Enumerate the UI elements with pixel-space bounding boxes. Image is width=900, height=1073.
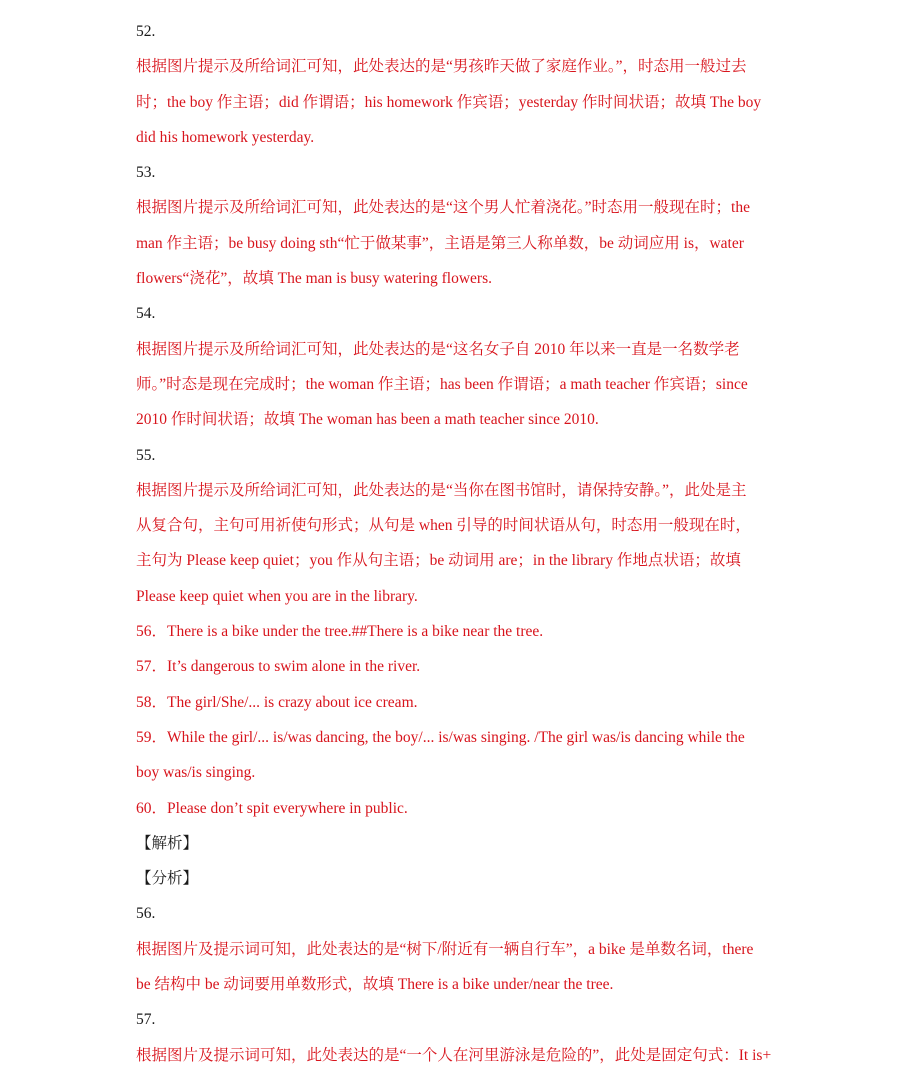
answer-number: 58． bbox=[136, 693, 168, 711]
question-number: 57. bbox=[136, 1011, 156, 1029]
answer-item bbox=[136, 791, 766, 826]
explanation-line: man 作主语；be busy doing sth“忙于做某事”，主语是第三人称单数，be 动词应用 is，water bbox=[136, 234, 744, 252]
answer-number: 59． bbox=[136, 728, 168, 746]
explanation-line: flowers“浇花”，故填 The man is busy watering flowers. bbox=[136, 270, 492, 288]
explanation-line: 2010 作时间状语；故填 The woman has been a math teacher since 2010. bbox=[136, 411, 599, 429]
answer-item bbox=[136, 685, 766, 720]
explanation-line: 根据图片提示及所给词汇可知，此处表达的是“当你在图书馆时，请保持安静。”，此处是主 bbox=[136, 481, 747, 499]
section-heading-analysis: 【解析】 bbox=[136, 834, 199, 852]
explanation-line: 从复合句，主句可用祈使句形式；从句是 when 引导的时间状语从句，时态用一般现在时， bbox=[136, 517, 751, 535]
question-number: 55. bbox=[136, 446, 156, 464]
answer-text: There is a bike under the tree.##There is a bike near the tree. bbox=[167, 623, 544, 641]
explanation-line: 根据图片及提示词可知，此处表达的是“树下/附近有一辆自行车”，a bike 是单数名词，there bbox=[136, 940, 754, 958]
explanation-line: did his homework yesterday. bbox=[136, 128, 315, 146]
explanation-line: 根据图片提示及所给词汇可知，此处表达的是“这个男人忙着浇花。”时态用一般现在时；the bbox=[136, 199, 750, 217]
question-number: 56. bbox=[136, 905, 156, 923]
explanation-line: 师。”时态是现在完成时；the woman 作主语；has been 作谓语；a math teacher 作宾语；since bbox=[136, 375, 748, 393]
explanation-line: be 结构中 be 动词要用单数形式，故填 There is a bike under/near the tree. bbox=[136, 976, 614, 994]
section-heading-breakdown: 【分析】 bbox=[136, 870, 199, 888]
explanation-line: 根据图片提示及所给词汇可知，此处表达的是“这名女子自 2010 年以来一直是一名数学老 bbox=[136, 340, 740, 358]
explanation-line: 时；the boy 作主语；did 作谓语；his homework 作宾语；yesterday 作时间状语；故填 The boy bbox=[136, 93, 762, 111]
answer-page bbox=[136, 14, 772, 1073]
answer-text: It’s dangerous to swim alone in the river. bbox=[167, 658, 421, 676]
explanation-line: 主句为 Please keep quiet；you 作从句主语；be 动词用 are；in the library 作地点状语；故填 bbox=[136, 552, 741, 570]
question-number: 53. bbox=[136, 164, 156, 182]
question-number: 52. bbox=[136, 23, 156, 40]
answer-item bbox=[136, 614, 766, 649]
answer-text: The girl/She/... is crazy about ice cream. bbox=[167, 693, 418, 711]
answer-item bbox=[136, 649, 766, 684]
answer-item bbox=[136, 720, 766, 755]
answer-number: 56． bbox=[136, 623, 168, 641]
answer-text: While the girl/... is/was dancing, the boy/... is/was singing. /The girl was/is dancing while the bbox=[167, 728, 745, 746]
explanation-line: 根据图片提示及所给词汇可知，此处表达的是“男孩昨天做了家庭作业。”，时态用一般过去 bbox=[136, 58, 747, 76]
explanation-line: Please keep quiet when you are in the library. bbox=[136, 587, 418, 605]
explanation-line: 根据图片及提示词可知，此处表达的是“一个人在河里游泳是危险的”，此处是固定句式：It is+ bbox=[136, 1046, 772, 1064]
answer-continuation: boy was/is singing. bbox=[136, 764, 256, 782]
answer-number: 57． bbox=[136, 658, 168, 676]
answer-number: 60． bbox=[136, 799, 168, 817]
question-number: 54. bbox=[136, 305, 156, 323]
answer-text: Please don’t spit everywhere in public. bbox=[167, 799, 408, 817]
